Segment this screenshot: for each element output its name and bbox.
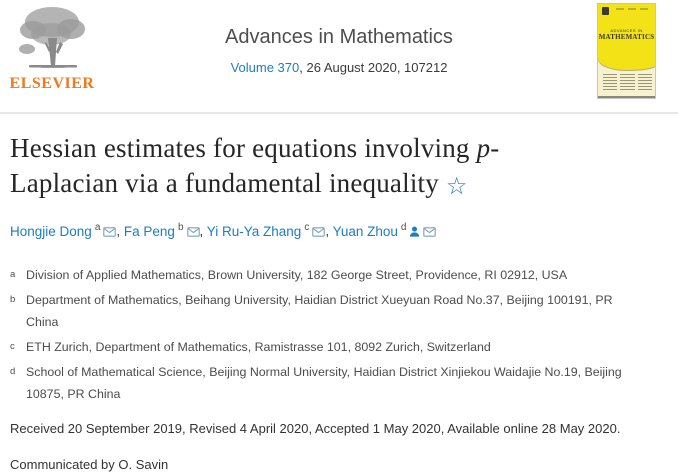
affiliation-label: c xyxy=(10,340,15,352)
elsevier-logo[interactable] xyxy=(8,4,96,93)
affiliation-item xyxy=(10,264,622,286)
affiliation-label: b xyxy=(10,293,16,305)
author-entry xyxy=(207,224,326,239)
affiliation-item xyxy=(10,336,622,358)
author-entry xyxy=(124,224,200,239)
person-icon[interactable] xyxy=(409,226,420,237)
article-main xyxy=(0,131,678,472)
journal-info xyxy=(225,26,453,75)
author-entry xyxy=(333,224,437,239)
author-separator: , xyxy=(116,223,124,239)
title-italic-p: p xyxy=(476,133,491,163)
author-link-yuan-zhou[interactable]: Yuan Zhou xyxy=(332,223,398,239)
envelope-icon[interactable] xyxy=(103,227,116,237)
star-icon[interactable]: ☆ xyxy=(445,172,468,200)
volume-link[interactable]: Volume 370 xyxy=(230,60,300,75)
cover-bottom-edge xyxy=(598,96,655,98)
author-link-yi-ru-ya-zhang[interactable]: Yi Ru-Ya Zhang xyxy=(206,223,302,239)
communicated-by: Communicated by O. Savin xyxy=(10,456,169,472)
author-separator: , xyxy=(325,223,333,239)
author-affil-ref: d xyxy=(400,222,407,233)
affiliation-label: d xyxy=(10,365,16,377)
envelope-icon[interactable] xyxy=(312,227,325,237)
author-affil-ref: c xyxy=(304,222,310,233)
elsevier-tree-icon xyxy=(15,4,89,74)
cover-emblem-icon xyxy=(602,7,609,15)
issue-line xyxy=(225,60,453,75)
envelope-icon[interactable] xyxy=(423,227,436,237)
article-dates: Received 20 September 2019, Revised 4 April 2020, Accepted 1 May 2020, Available online 28 May 2020. xyxy=(10,420,621,436)
envelope-icon[interactable] xyxy=(187,227,200,237)
journal-title-link[interactable]: Advances in Mathematics xyxy=(225,26,453,48)
cover-title-line2: MATHEMATICS xyxy=(598,33,655,41)
author-affil-ref: a xyxy=(94,222,101,233)
article-title xyxy=(10,131,600,201)
author-affil-ref: b xyxy=(177,222,184,233)
header-divider xyxy=(0,112,678,114)
cover-title-line1: ADVANCES IN xyxy=(610,28,643,33)
affiliation-text: ETH Zurich, Department of Mathematics, Ramistrasse 101, 8092 Zurich, Switzerland xyxy=(26,339,491,354)
journal-header xyxy=(0,0,678,113)
affiliation-text: Department of Mathematics, Beihang University, Haidian District Xueyuan Road No.37, Beijing 100191, PR China xyxy=(26,292,613,329)
affiliation-item xyxy=(10,289,622,333)
cover-title xyxy=(598,28,655,41)
title-text-2: -Laplacian via a fundamental inequality xyxy=(10,133,500,198)
cover-contents-list xyxy=(603,74,652,92)
affiliation-item xyxy=(10,361,622,405)
elsevier-wordmark: ELSEVIER xyxy=(9,75,95,92)
issue-info: , 26 August 2020, 107212 xyxy=(299,60,448,75)
affiliation-list xyxy=(10,264,622,405)
author-list xyxy=(10,222,678,239)
author-entry xyxy=(10,224,116,239)
author-link-fa-peng[interactable]: Fa Peng xyxy=(123,223,175,239)
affiliation-text: Division of Applied Mathematics, Brown University, 182 George Street, Providence, RI 02912, USA xyxy=(26,267,568,282)
author-link-hongjie-dong[interactable]: Hongjie Dong xyxy=(10,223,92,239)
author-separator: , xyxy=(199,223,207,239)
affiliation-label: a xyxy=(10,268,16,280)
affiliation-text: School of Mathematical Science, Beijing Normal University, Haidian District Xinjiekou Waidajie No.19, Beijing 10875, PR China xyxy=(26,364,622,401)
journal-cover-thumbnail[interactable] xyxy=(597,3,656,99)
title-text-1: Hessian estimates for equations involving xyxy=(10,133,477,163)
cover-issue-text xyxy=(616,8,652,10)
